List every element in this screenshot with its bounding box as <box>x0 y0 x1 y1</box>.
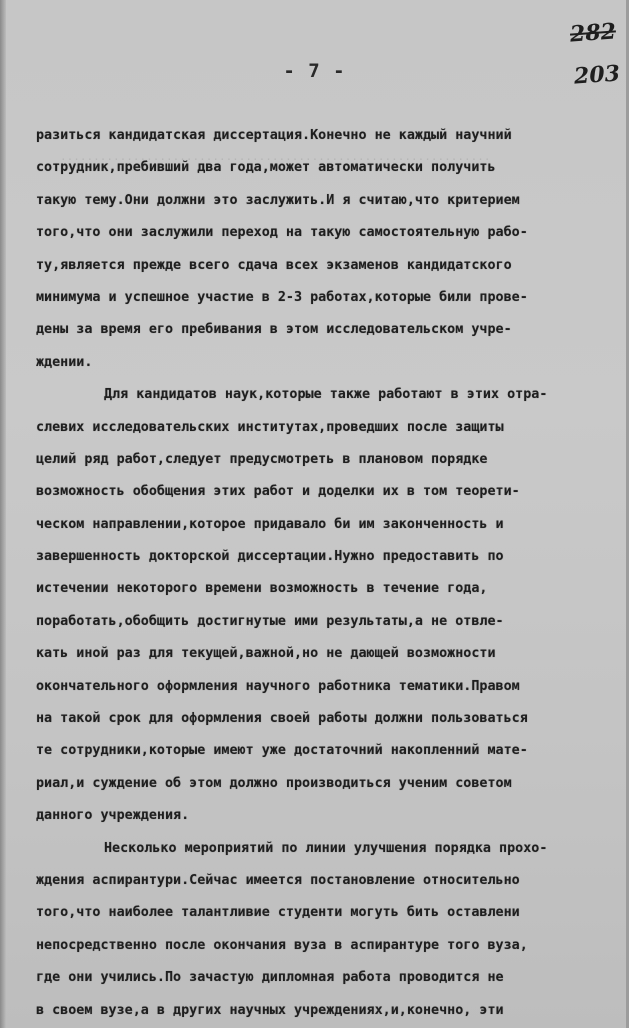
text-line: в своем вузе,а в других научных учреждениях,и,конечно, эти <box>36 1002 504 1018</box>
text-line: Для кандидатов наук,которые также работают в этих отра- <box>104 387 548 403</box>
text-line: окончательного оформления научного работника тематики.Правом <box>36 678 520 694</box>
text-line: Несколько мероприятий по линии улучшения порядка прохо- <box>104 840 548 856</box>
archive-number-crossed: 282 <box>569 18 617 48</box>
text-line: завершенность докторской диссертации.Нужно предоставить по <box>36 549 504 565</box>
text-line: минимума и успешное участие в 2-3 работах,которые били прове- <box>36 289 528 305</box>
text-line: на такой срок для оформления своей работы должни пользоваться <box>36 711 528 727</box>
text-line: непосредственно после окончания вуза в аспирантуре того вуза, <box>36 937 528 953</box>
text-line: кать иной раз для текущей,важной,но не дающей возможности <box>36 646 496 662</box>
text-line: возможность обобщения этих работ и доделки их в том теорети- <box>36 484 520 500</box>
text-line: ждении. <box>36 354 93 370</box>
text-line: слевих исследовательских институтах,проведших после защиты <box>36 419 504 435</box>
scan-left-edge <box>0 0 6 1028</box>
text-line: разиться кандидатская диссертация.Конечно не каждый научний <box>36 128 512 143</box>
text-line: ждения аспирантури.Сейчас имеется постановление относительно <box>36 872 520 888</box>
body-text <box>36 120 601 1027</box>
text-line: где они учились.По зачастую дипломная работа проводится не <box>36 970 504 986</box>
bleed-through-text: ................................................................. <box>60 150 491 163</box>
text-line: того,что они заслужили переход на такую самостоятельную рабо- <box>36 225 528 241</box>
text-line: ту,является прежде всего сдача всех экзаменов кандидатского <box>36 257 512 273</box>
text-line: те сотрудники,которые имеют уже достаточний накопленний мате- <box>36 743 528 759</box>
text-line: данного учреждения. <box>36 808 190 824</box>
text-line: дены за время его пребивания в этом исследовательском учре- <box>36 322 512 338</box>
text-line: такую тему.Они должни это заслужить.И я считаю,что критерием <box>36 192 520 208</box>
text-line: сотрудник,пребивший два года,может автоматически получить <box>36 160 496 176</box>
text-line: поработать,обобщить достигнутые ими результаты,а не отвле- <box>36 613 504 629</box>
page-number: - 7 - <box>283 60 346 82</box>
text-line: того,что наиболее талантливие студенти могуть бить оставлени <box>36 905 520 921</box>
text-line: ческом направлении,которое придавало би им законченность и <box>36 516 504 532</box>
text-line: истечении некоторого времени возможность в течение года, <box>36 581 488 597</box>
text-line: риал,и суждение об этом должно производиться ученим советом <box>36 775 512 791</box>
text-line: целий ряд работ,следует предусмотреть в плановом порядке <box>36 451 488 467</box>
archive-number: 203 <box>573 60 621 90</box>
